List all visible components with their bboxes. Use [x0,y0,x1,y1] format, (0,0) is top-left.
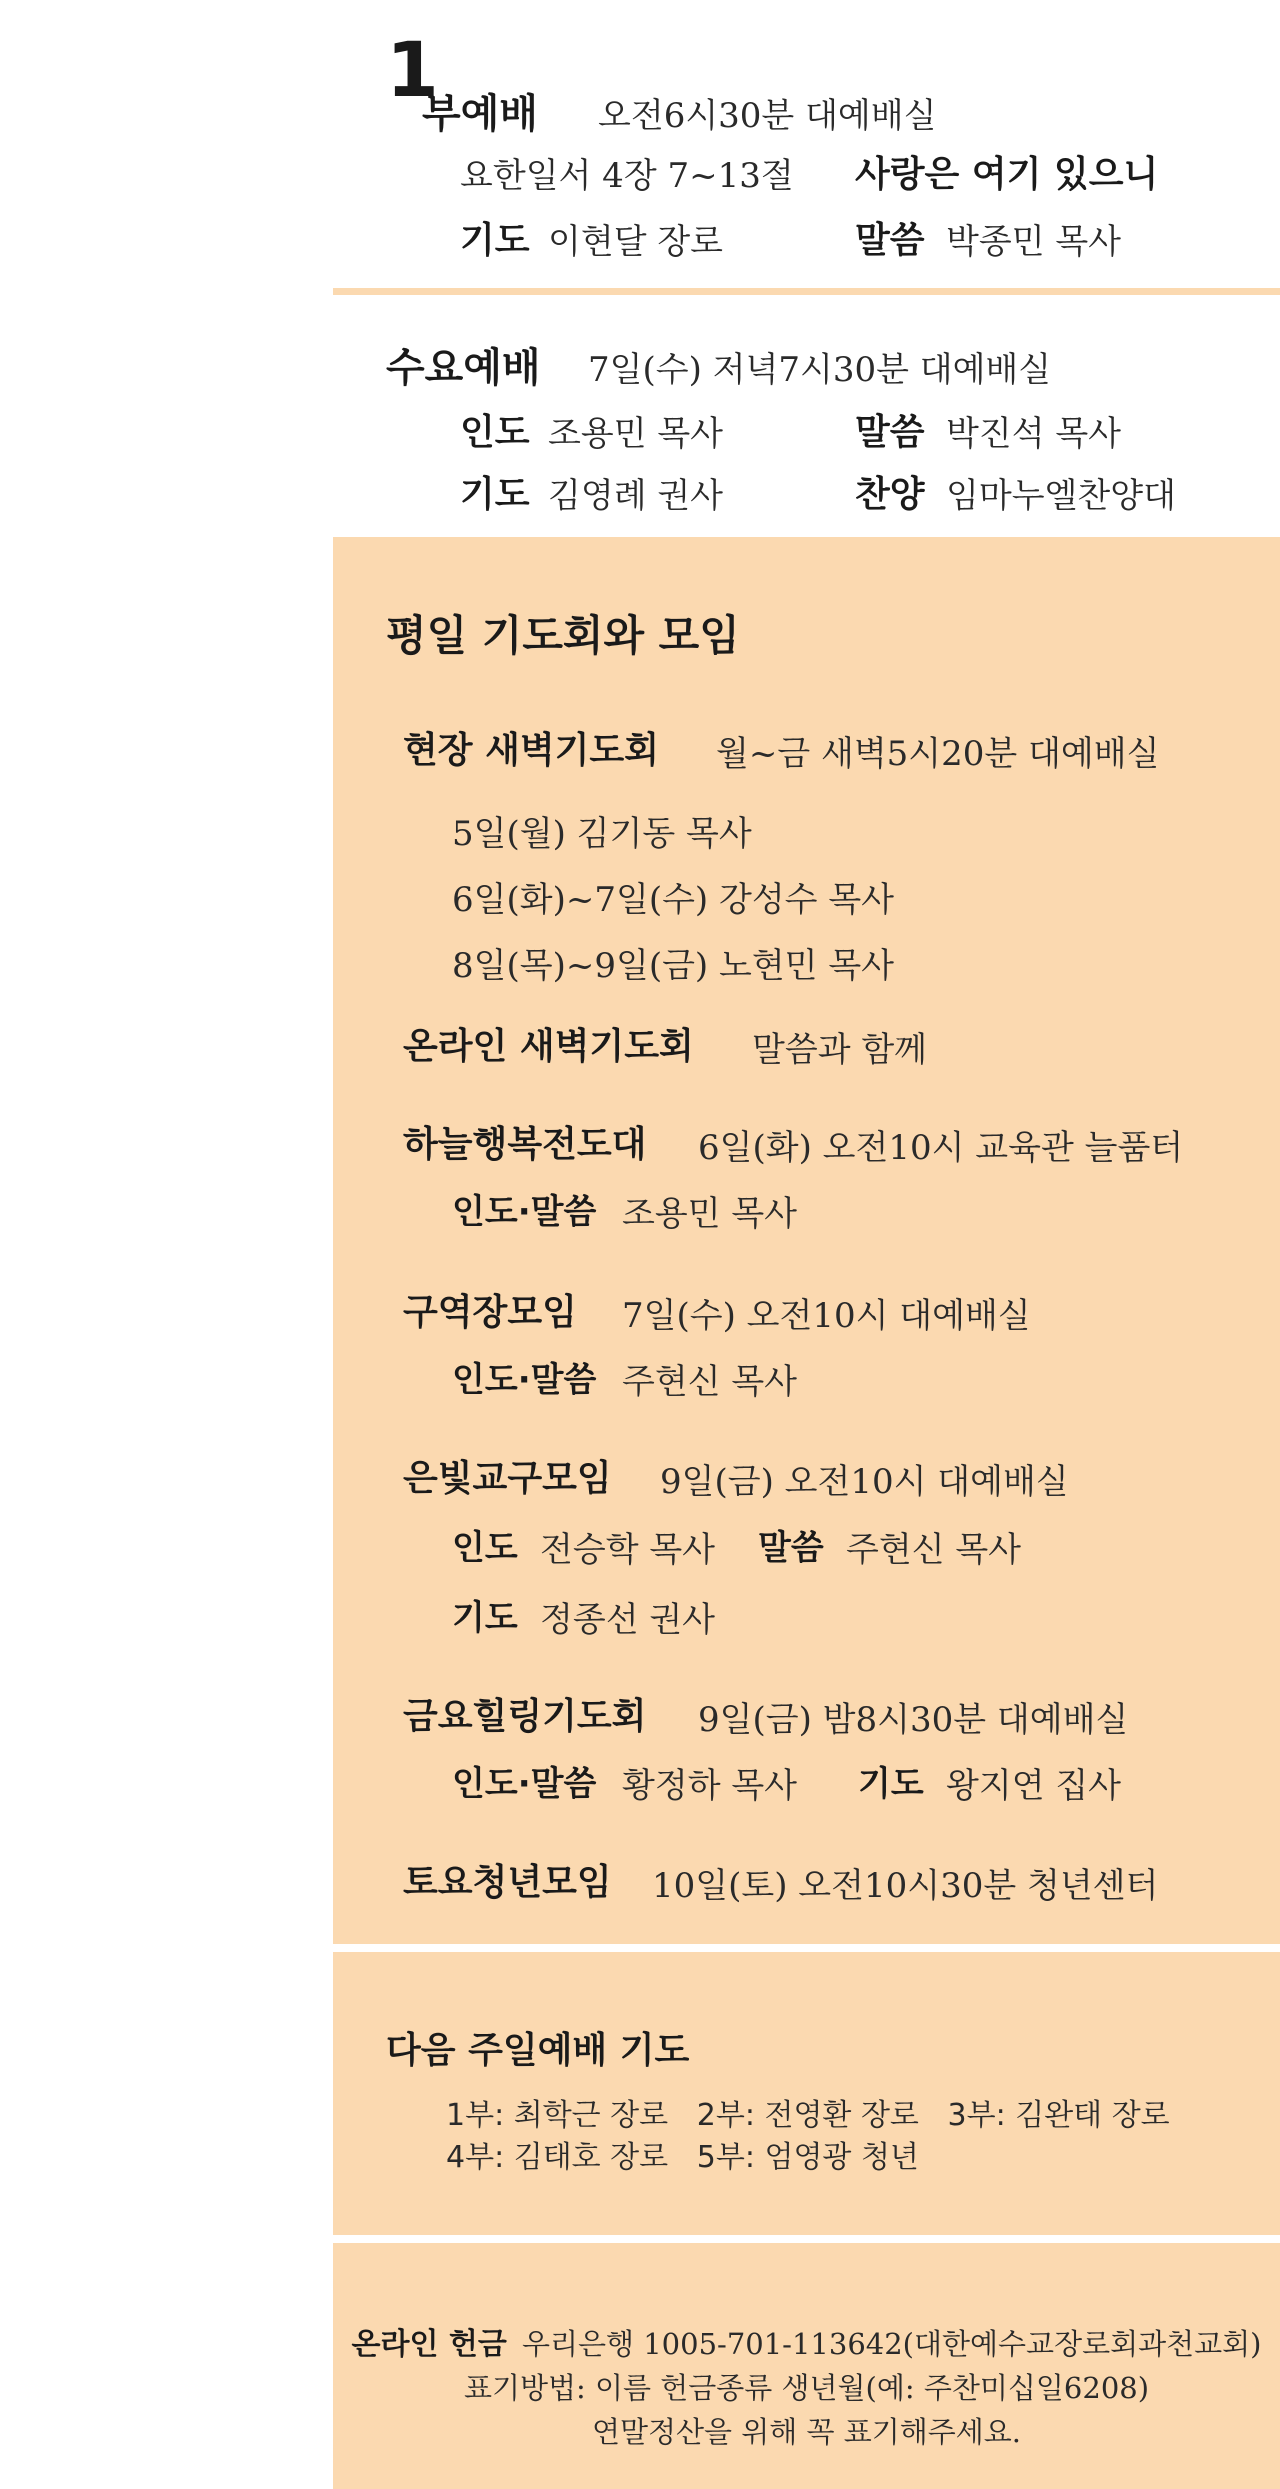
service1-sermon-name: 박종민 목사 [946,222,1122,262]
online-dawn-desc: 말씀과 함께 [752,1030,928,1070]
dawn-item: 5일(월) 김기동 목사 [452,814,752,854]
online-dawn-title: 온라인 새벽기도회 [403,1026,694,1067]
friday-time: 9일(금) 밤8시30분 대예배실 [698,1700,1129,1740]
silver-sermon-name: 주현신 목사 [846,1530,1022,1570]
service1-big-digit: 1 [386,25,439,114]
silver-lead-name: 전승학 목사 [540,1530,716,1570]
wednesday-praise-label: 찬양 [855,474,925,515]
dawn-item: 8일(목)~9일(금) 노현민 목사 [452,946,895,986]
wednesday-lead-name: 조용민 목사 [548,414,724,454]
dawn-title: 현장 새벽기도회 [403,730,659,771]
service1-sermon-label: 말씀 [855,220,925,261]
next-sunday-heading: 다음 주일예배 기도 [386,2030,690,2071]
silver-lead-label: 인도 [452,1528,518,1568]
friday-title: 금요힐링기도회 [403,1696,647,1737]
haneul-time: 6일(화) 오전10시 교육관 늘품터 [698,1128,1184,1168]
friday-label: 인도·말씀 [452,1764,597,1804]
friday-prayer-label: 기도 [858,1764,924,1804]
wednesday-time: 7일(수) 저녁7시30분 대예배실 [588,350,1052,390]
haneul-title: 하늘행복전도대 [403,1124,647,1165]
silver-time: 9일(금) 오전10시 대예배실 [660,1462,1069,1502]
silver-prayer-name: 정종선 권사 [540,1600,716,1640]
weekday-heading: 평일 기도회와 모임 [386,611,740,660]
dawn-item: 6일(화)~7일(수) 강성수 목사 [452,880,895,920]
district-name: 주현신 목사 [622,1362,798,1402]
divider [333,288,1280,295]
haneul-label: 인도·말씀 [452,1192,597,1232]
silver-sermon-label: 말씀 [758,1528,824,1568]
youth-title: 토요청년모임 [403,1862,612,1903]
service1-sermon-title: 사랑은 여기 있으니 [855,154,1159,195]
service1-prayer-name: 이현달 장로 [548,222,724,262]
offering-note: 연말정산을 위해 꼭 표기해주세요. [591,2415,1022,2449]
friday-prayer-name: 왕지연 집사 [946,1766,1122,1806]
offering-label: 온라인 헌금 [351,2327,507,2362]
next-sunday-line1: 1부: 최학근 장로 2부: 전영환 장로 3부: 김완태 장로 [446,2098,1170,2133]
service1-prayer-label: 기도 [460,220,530,261]
silver-prayer-label: 기도 [452,1598,518,1638]
wednesday-sermon-name: 박진석 목사 [946,414,1122,454]
offering-method: 표기방법: 이름 헌금종류 생년월(예: 주찬미십일6208) [463,2371,1150,2405]
friday-name: 황정하 목사 [622,1766,798,1806]
offering-account: 우리은행 1005-701-113642(대한예수교장로회과천교회) [521,2327,1262,2361]
service1-time: 오전6시30분 대예배실 [598,96,937,136]
district-time: 7일(수) 오전10시 대예배실 [622,1296,1031,1336]
wednesday-sermon-label: 말씀 [855,412,925,453]
silver-title: 은빛교구모임 [403,1458,612,1499]
wednesday-praise-name: 임마누엘찬양대 [946,476,1176,516]
offering-section [333,2322,1280,2454]
service1-scripture: 요한일서 4장 7~13절 [460,156,794,196]
wednesday-title: 수요예배 [386,345,541,391]
district-label: 인도·말씀 [452,1360,597,1400]
district-title: 구역장모임 [403,1292,577,1333]
next-sunday-line2: 4부: 김태호 장로 5부: 엄영광 청년 [446,2140,919,2175]
wednesday-prayer-label: 기도 [460,474,530,515]
wednesday-prayer-name: 김영례 권사 [548,476,724,516]
dawn-time: 월~금 새벽5시20분 대예배실 [716,734,1160,774]
youth-time: 10일(토) 오전10시30분 청년센터 [652,1866,1159,1906]
service1-title: 부예배 [422,91,538,137]
wednesday-lead-label: 인도 [460,412,530,453]
haneul-name: 조용민 목사 [622,1194,798,1234]
